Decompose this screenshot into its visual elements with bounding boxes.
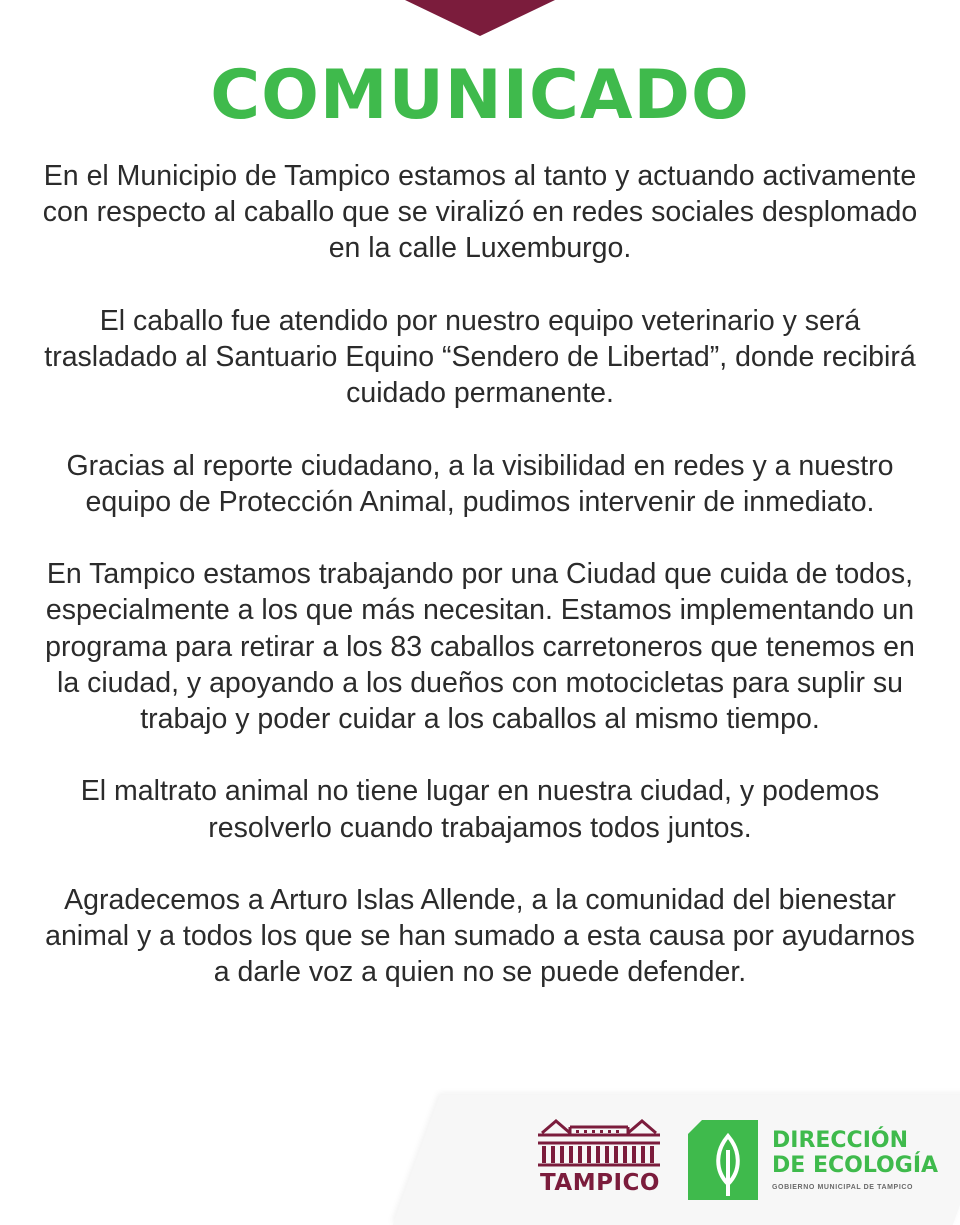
paragraph-4: En Tampico estamos trabajando por una Ciudad que cuida de todos, especialmente a los que más necesitan. Estamos implementando un programa para retirar a los 83 caballos carretoneros que tenemos en la ciudad, y apoyando a los dueños con motocicletas para suplir su trabajo y poder cuidar a los caballos al mismo tiempo. (45, 558, 915, 735)
ecologia-subtitle: GOBIERNO MUNICIPAL DE TAMPICO (772, 1184, 914, 1191)
leaf-icon (688, 1120, 758, 1200)
page-title: COMUNICADO (210, 56, 750, 135)
tampico-logo-text: TAMPICO (540, 1170, 660, 1196)
paragraph-1: En el Municipio de Tampico estamos al tanto y actuando activamente con respecto al caballo que se viralizó en redes sociales desplomado en la calle Luxemburgo. (42, 160, 918, 265)
paragraph-3: Gracias al reporte ciudadano, a la visibilidad en redes y a nuestro equipo de Protección Animal, pudimos intervenir de inmediato. (66, 449, 894, 518)
paragraph-5: El maltrato animal no tiene lugar en nuestra ciudad, y podemos resolverlo cuando trabajamos todos juntos. (80, 775, 880, 844)
paragraph-2: El caballo fue atendido por nuestro equipo veterinario y será trasladado al Santuario Equino “Sendero de Libertad”, donde recibirá cuidado permanente. (44, 304, 916, 410)
paragraph-6: Agradecemos a Arturo Islas Allende, a la comunidad del bienestar animal y a todos los que se han sumado a esta causa por ayudarnos a darle voz a quien no se puede defender. (45, 883, 915, 989)
top-ribbon-decoration (405, 0, 555, 36)
ecologia-title-line1: DIRECCIÓN (772, 1128, 909, 1153)
ecologia-title-line2: DE ECOLOGÍA (772, 1153, 939, 1178)
communique-body (40, 158, 920, 1027)
building-icon (534, 1113, 664, 1169)
